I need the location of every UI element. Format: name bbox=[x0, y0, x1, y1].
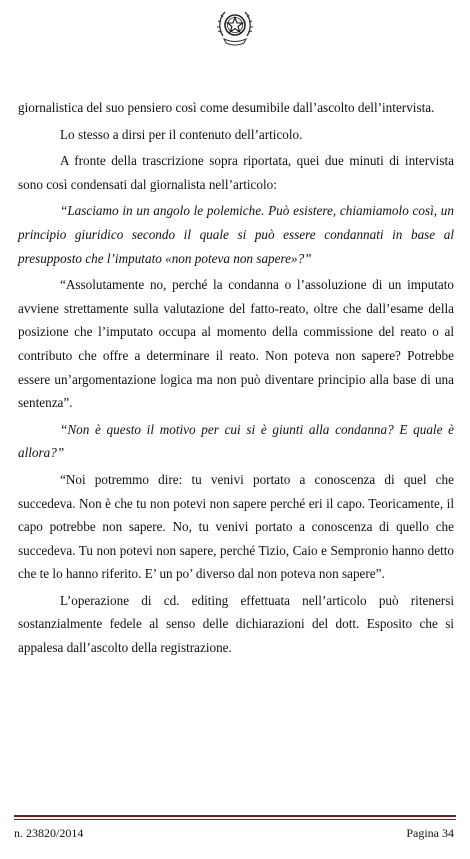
quote-answer-1: “Assolutamente no, perché la condanna o l’assoluzione di un imputato avviene strettamente sulla valutazione del fatto-reato, oltre che dall’esame della posizione che l’imputato occupa al momento della commissione del reato o al contributo che offre a determinare il reato. Non poteva non sapere? Potrebbe essere un’argomentazione logica ma non può diventare principio alla base di una sentenza”. bbox=[18, 277, 454, 411]
quote-answer-2: “Noi potremmo dire: tu venivi portato a conoscenza di quel che succedeva. Non è che tu non potevi non sapere perché eri il capo. Teoricamente, il capo potrebbe non sapere. No, tu venivi portato a conoscenza di quello che succedeva. Tu non potevi non sapere, perché Tizio, Caio e Sempronio hanno detto che te lo hanno riferito. E’ un po’ diverso dal non poteva non sapere”. bbox=[18, 471, 454, 582]
quote-question-1: “Lasciamo in un angolo le polemiche. Può esistere, chiamiamolo così, un principio giuridico secondo il quale si può essere condannati in base al presupposto che l’imputato «non poteva non sapere»?” bbox=[18, 203, 454, 266]
footer-divider-thin bbox=[14, 819, 456, 820]
italian-republic-emblem-icon bbox=[215, 6, 255, 48]
document-body bbox=[18, 96, 454, 660]
paragraph-editing-conclusion: L’operazione di cd. editing effettuata nell’articolo può ritenersi sostanzialmente fedele al senso delle dichiarazioni del dott. Esposito che si appalesa dall’ascolto della registrazione. bbox=[18, 592, 454, 656]
case-number: n. 23820/2014 bbox=[14, 826, 84, 840]
footer-divider bbox=[14, 815, 456, 817]
paragraph-continuation: giornalistica del suo pensiero così come desumibile dall’ascolto dell’intervista. bbox=[18, 100, 435, 115]
quote-question-2: “Non è questo il motivo per cui si è giunti alla condanna? E quale è allora?” bbox=[18, 421, 454, 461]
paragraph-transcription: A fronte della trascrizione sopra riportata, quei due minuti di intervista sono così condensati dal giornalista nell’articolo: bbox=[18, 153, 454, 192]
paragraph-article-content: Lo stesso a dirsi per il contenuto dell’articolo. bbox=[60, 126, 303, 142]
page-number: Pagina 34 bbox=[406, 826, 454, 840]
